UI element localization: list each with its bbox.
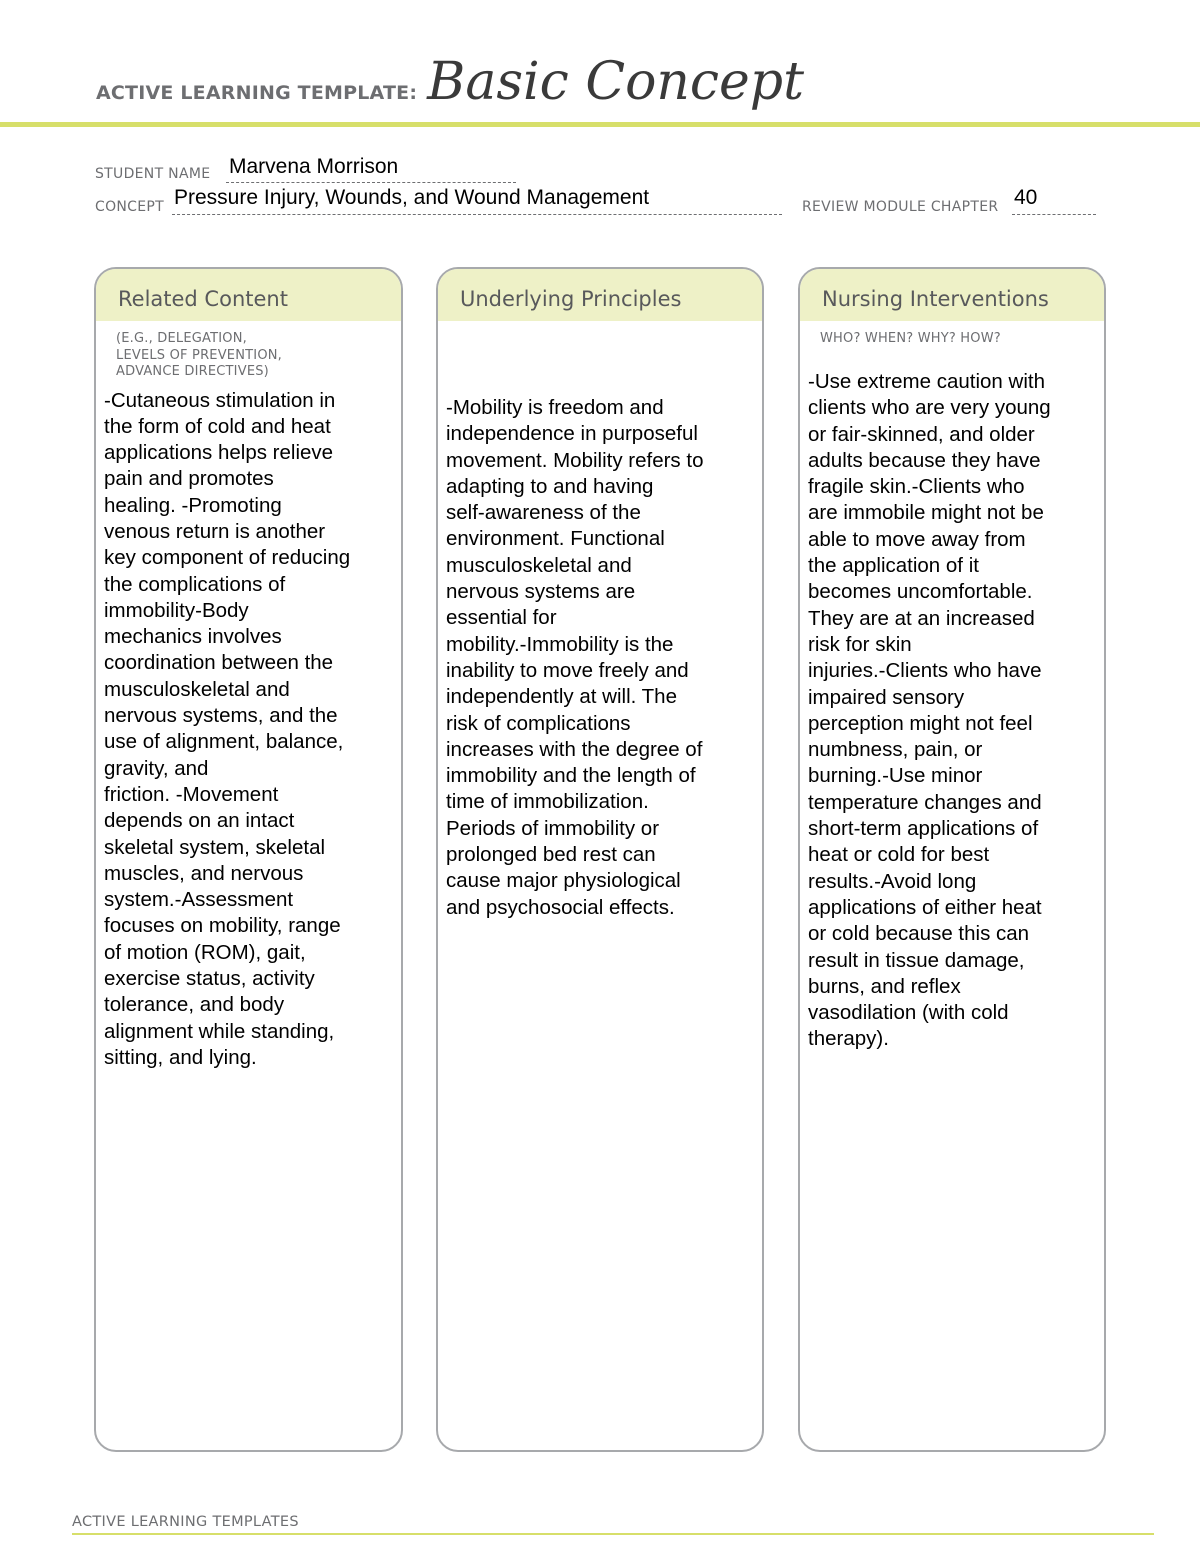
concept-underline: [172, 214, 782, 215]
underlying-principles-box: [436, 267, 764, 1452]
related-content-header: [96, 269, 401, 321]
nursing-interventions-title: Nursing Interventions: [822, 287, 1049, 311]
underlying-principles-title: Underlying Principles: [460, 287, 682, 311]
template-label: ACTIVE LEARNING TEMPLATE:: [96, 82, 418, 104]
concept-value[interactable]: Pressure Injury, Wounds, and Wound Management: [174, 186, 650, 209]
chapter-value[interactable]: 40: [1014, 186, 1038, 209]
related-content-subtitle: (E.G., DELEGATION, LEVELS OF PREVENTION, ADVANCE DIRECTIVES): [116, 331, 283, 379]
footer-divider: [72, 1533, 1154, 1535]
footer-label: ACTIVE LEARNING TEMPLATES: [72, 1514, 299, 1530]
page-header: [96, 52, 1096, 122]
underlying-principles-subtitle: [438, 321, 762, 388]
student-name-underline: [226, 182, 516, 183]
chapter-underline: [1012, 214, 1096, 215]
related-content-body[interactable]: -Cutaneous stimulation in the form of cold and heat applications helps relieve pain and promotes healing. -Promoting venous return is another key component of reducing the complications of immobility-Body mechanics involves coordination between the musculoskeletal and nervous systems, and the use of alignment, balance, gravity, and friction. -Movement depends on an intact skeletal system, skeletal muscles, and nervous system.-Assessment focuses on mobility, range of motion (ROM), gait, exercise status, activity tolerance, and body alignment while standing, sitting, and lying.: [104, 388, 351, 1069]
concept-label: CONCEPT: [95, 199, 164, 215]
chapter-label: REVIEW MODULE CHAPTER: [802, 199, 999, 215]
nursing-interventions-header: [800, 269, 1104, 321]
underlying-principles-header: [438, 269, 762, 321]
student-name-label: STUDENT NAME: [95, 166, 211, 182]
nursing-interventions-box: [798, 267, 1106, 1452]
nursing-interventions-body[interactable]: -Use extreme caution with clients who are very young or fair-skinned, and older adults because they have fragile skin.-Clients who are immobile might not be able to move away from the application of it becomes uncomfortable. They are at an increased risk for skin injuries.-Clients who have impaired sensory perception might not feel numbness, pain, or burning.-Use minor temperature changes and short-term applications of heat or cold for best results.-Avoid long applications of either heat or cold because this can result in tissue damage, burns, and reflex vasodilation (with cold therapy).: [808, 370, 1051, 1051]
related-content-box: [94, 267, 403, 1452]
header-divider: [0, 122, 1200, 127]
page-title: Basic Concept: [427, 52, 804, 112]
nursing-interventions-subtitle: WHO? WHEN? WHY? HOW?: [820, 331, 1001, 346]
related-content-title: Related Content: [118, 287, 288, 311]
underlying-principles-body[interactable]: -Mobility is freedom and independence in purposeful movement. Mobility refers to adapting to and having self-awareness of the environment. Functional musculoskeletal and nervous systems are essential for mobility.-Immobility is the inability to move freely and independently at will. The risk of complications increases with the degree of immobility and the length of time of immobilization. Periods of immobility or prolonged bed rest can cause major physiological and psychosocial effects.: [446, 396, 704, 919]
student-name-value[interactable]: Marvena Morrison: [229, 155, 399, 178]
